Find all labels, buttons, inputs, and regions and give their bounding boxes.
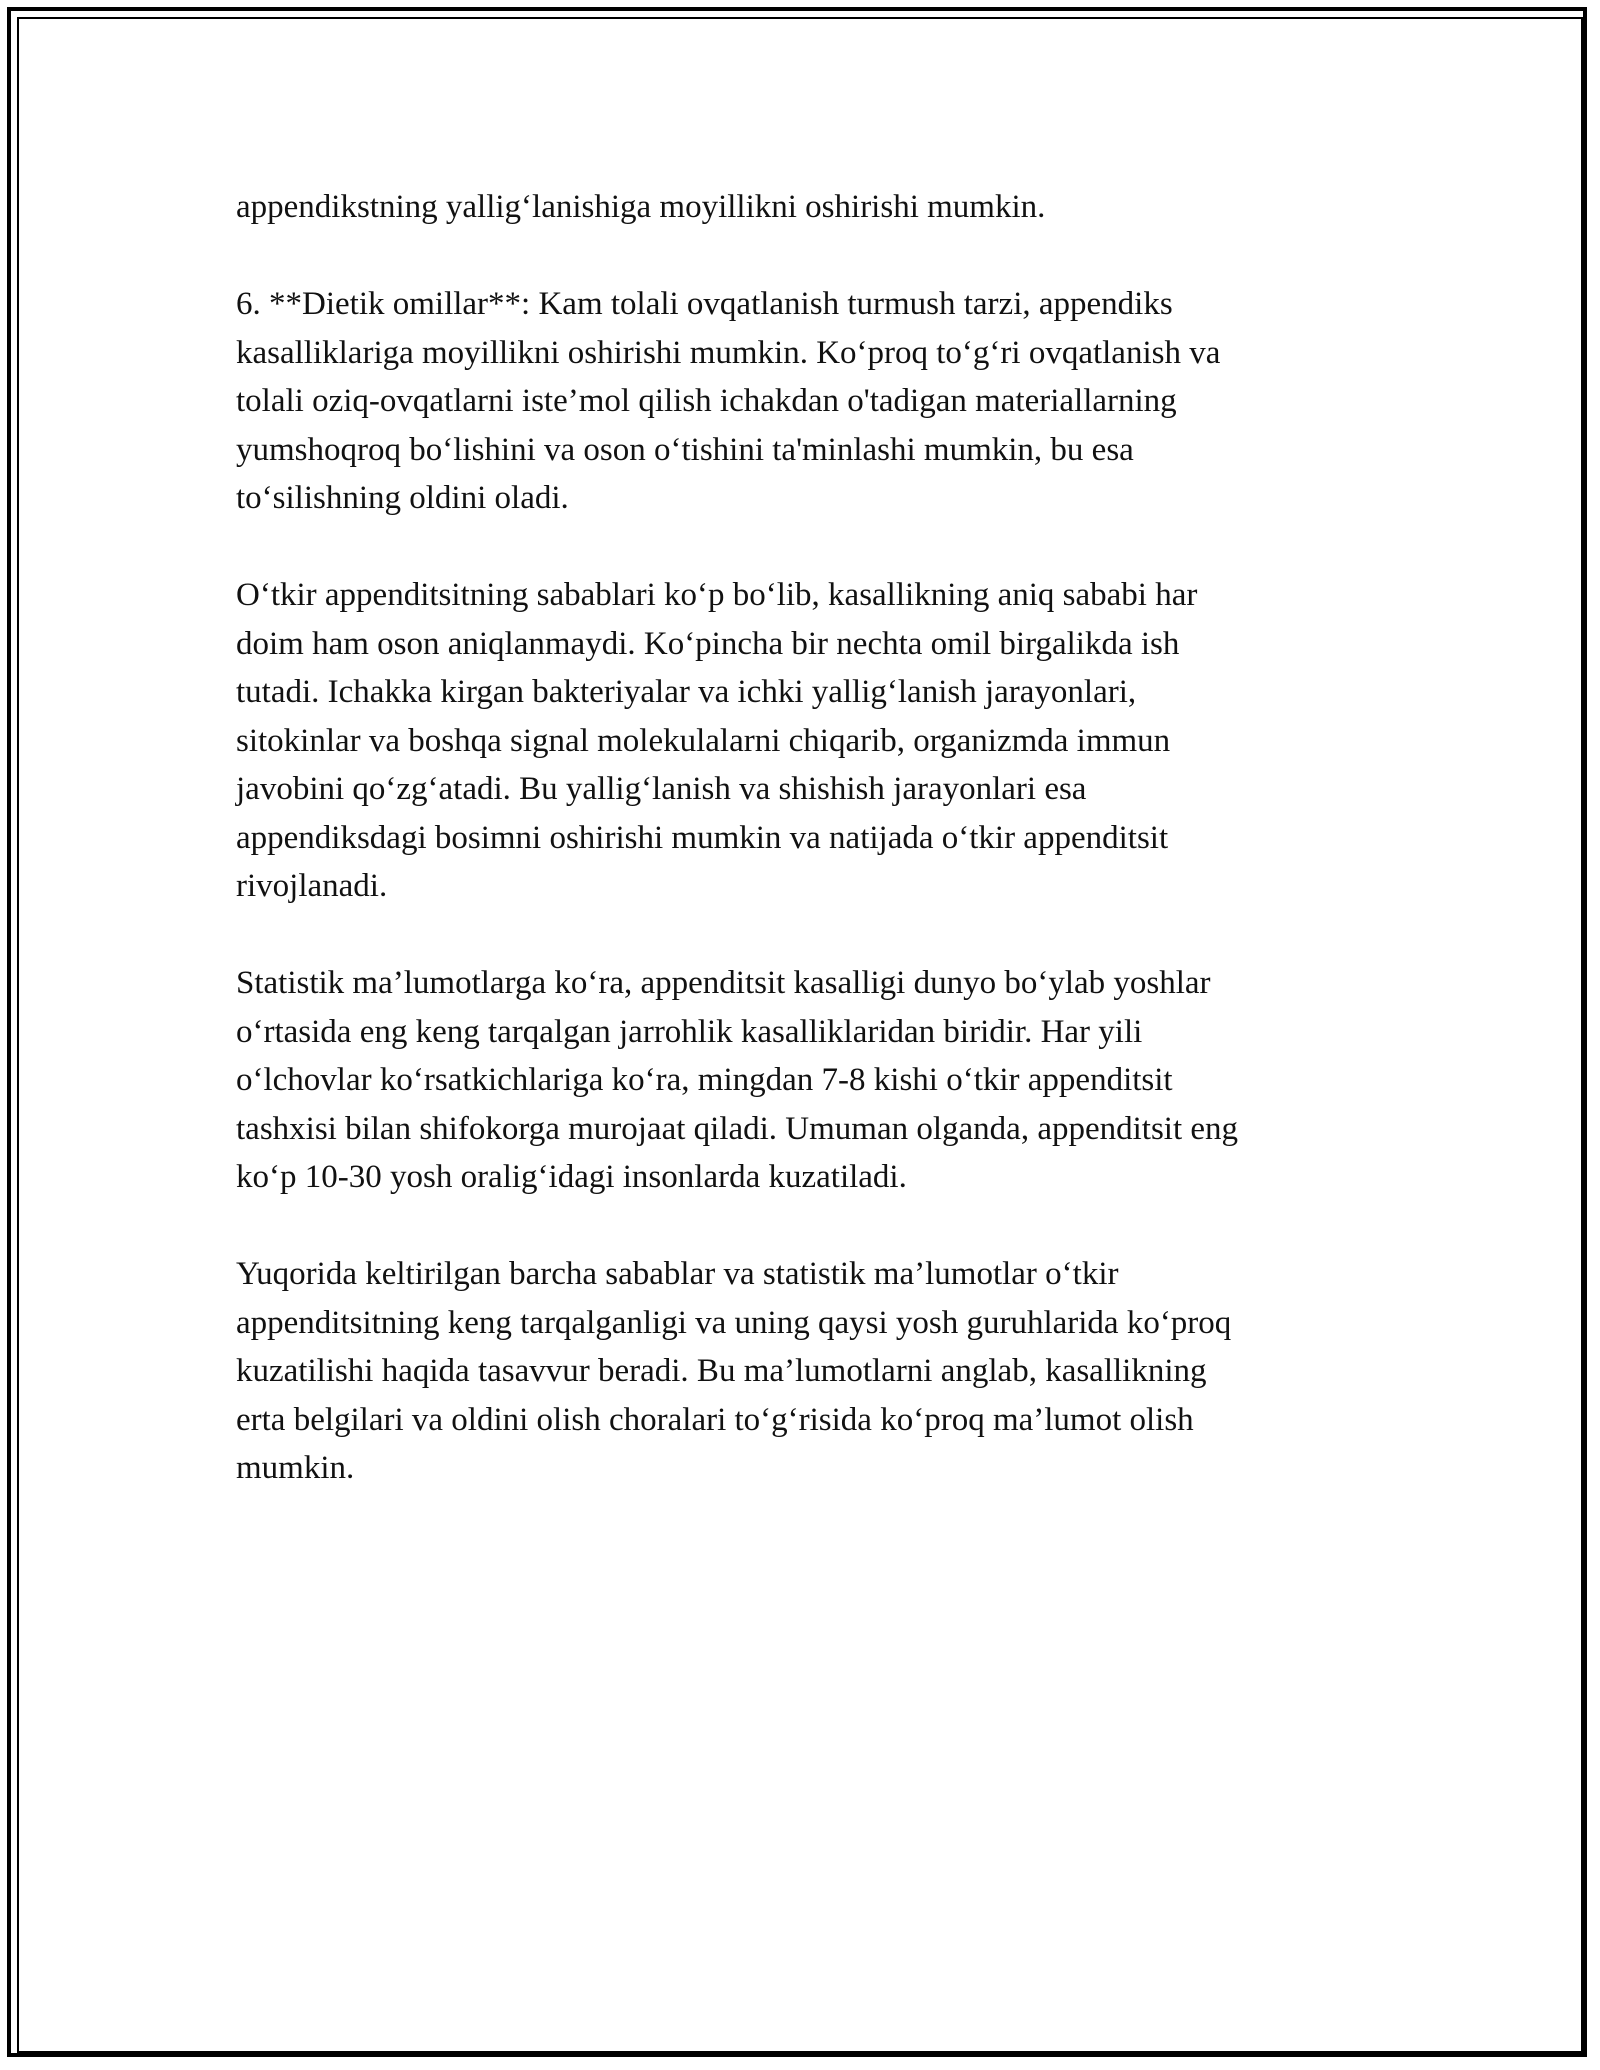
text-line: Statistik ma’lumotlarga ko‘ra, appenditsit kasalligi dunyo bo‘ylab yoshlar	[236, 965, 1211, 1001]
text-line: o‘rtasida eng keng tarqalgan jarrohlik kasalliklaridan biridir. Har yili	[236, 1013, 1143, 1050]
paragraph-xulosa	[236, 1250, 1366, 1493]
text-line: sitokinlar va boshqa signal molekulalarni chiqarib, organizmda immun	[236, 722, 1171, 759]
text-line: kasalliklariga moyillikni oshirishi mumkin. Ko‘proq to‘g‘ri ovqatlanish va	[236, 334, 1221, 371]
text-line: appendiksdagi bosimni oshirishi mumkin va natijada o‘tkir appenditsit	[236, 819, 1169, 856]
paragraph-dietik-omillar	[236, 280, 1366, 523]
text-line: tolali oziq-ovqatlarni iste’mol qilish ichakdan o'tadigan materiallarning	[236, 383, 1177, 419]
text-line: erta belgilari va oldini olish choralari to‘g‘risida ko‘proq ma’lumot olish	[236, 1401, 1194, 1438]
text-line: mumkin.	[236, 1450, 355, 1486]
text-line: O‘tkir appenditsitning sabablari ko‘p bo‘lib, kasallikning aniq sababi har	[236, 577, 1198, 613]
text-line: rivojlanadi.	[236, 868, 388, 904]
text-line: kuzatilishi haqida tasavvur beradi. Bu ma’lumotlarni anglab, kasallikning	[236, 1353, 1207, 1389]
paragraph-continuation	[236, 183, 1366, 232]
paragraph-sabablar	[236, 571, 1366, 911]
paragraph-statistika	[236, 959, 1366, 1202]
text-line: tutadi. Ichakka kirgan bakteriyalar va ichki yallig‘lanish jarayonlari,	[236, 674, 1137, 710]
text-line: Yuqorida keltirilgan barcha sabablar va statistik ma’lumotlar o‘tkir	[236, 1256, 1119, 1292]
text-line: javobini qo‘zg‘atadi. Bu yallig‘lanish va shishish jarayonlari esa	[236, 771, 1087, 807]
text-line: 6. **Dietik omillar**: Kam tolali ovqatlanish turmush tarzi, appendiks	[236, 286, 1173, 322]
document-body	[236, 183, 1366, 1541]
text-line: o‘lchovlar ko‘rsatkichlariga ko‘ra, mingdan 7-8 kishi o‘tkir appenditsit	[236, 1062, 1173, 1098]
text-line: tashxisi bilan shifokorga murojaat qiladi. Umuman olganda, appenditsit eng	[236, 1110, 1239, 1147]
text-line: doim ham oson aniqlanmaydi. Ko‘pincha bir nechta omil birgalikda ish	[236, 625, 1180, 662]
text-line: ko‘p 10-30 yosh oralig‘idagi insonlarda kuzatiladi.	[236, 1159, 907, 1195]
text-line: appenditsitning keng tarqalganligi va uning qaysi yosh guruhlarida ko‘proq	[236, 1304, 1232, 1341]
text-line: appendikstning yallig‘lanishiga moyillikni oshirishi mumkin.	[236, 189, 1046, 225]
text-line: yumshoqroq bo‘lishini va oson o‘tishini ta'minlashi mumkin, bu esa	[236, 431, 1134, 468]
text-line: to‘silishning oldini oladi.	[236, 480, 569, 516]
